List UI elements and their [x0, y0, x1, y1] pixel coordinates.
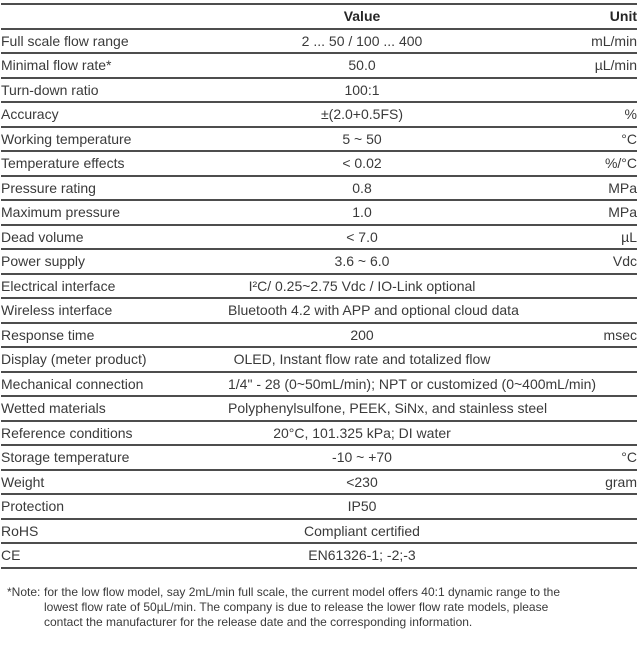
- spec-cell-param: Temperature effects: [1, 151, 228, 176]
- spec-cell-unit: °C: [496, 127, 637, 152]
- table-row: [1, 519, 637, 544]
- spec-cell-value: 1.0: [228, 200, 496, 225]
- spec-cell-value: ±(2.0+0.5FS): [228, 102, 496, 127]
- spec-cell-param: Turn-down ratio: [1, 78, 228, 103]
- spec-cell-param: Electrical interface: [1, 274, 228, 299]
- spec-cell-param: Protection: [1, 494, 228, 519]
- spec-cell-value: 20°C, 101.325 kPa; DI water: [228, 421, 496, 446]
- spec-cell-param: Response time: [1, 323, 228, 348]
- spec-cell-value: 1/4" - 28 (0~50mL/min); NPT or customized (0~400mL/min): [228, 372, 496, 397]
- table-row: [1, 543, 637, 568]
- table-row: [1, 200, 637, 225]
- spec-cell-unit: gram: [496, 470, 637, 495]
- spec-table: [1, 3, 637, 569]
- spec-cell-unit: [496, 347, 637, 372]
- header-value: Value: [228, 4, 496, 29]
- spec-cell-value: 200: [228, 323, 496, 348]
- table-row: [1, 151, 637, 176]
- spec-cell-value: <230: [228, 470, 496, 495]
- spec-cell-value: 50.0: [228, 53, 496, 78]
- spec-table-header: [1, 4, 637, 29]
- spec-cell-param: Minimal flow rate*: [1, 53, 228, 78]
- spec-cell-value: -10 ~ +70: [228, 445, 496, 470]
- spec-cell-unit: %: [496, 102, 637, 127]
- spec-cell-param: Working temperature: [1, 127, 228, 152]
- table-row: [1, 323, 637, 348]
- spec-cell-value: IP50: [228, 494, 496, 519]
- header-param: [1, 4, 228, 29]
- spec-cell-param: CE: [1, 543, 228, 568]
- footnote-line: contact the manufacturer for the release date and the corresponding information.: [44, 614, 473, 629]
- spec-cell-param: Storage temperature: [1, 445, 228, 470]
- spec-cell-param: Mechanical connection: [1, 372, 228, 397]
- spec-cell-value: 100:1: [228, 78, 496, 103]
- table-row: [1, 249, 637, 274]
- spec-cell-unit: Vdc: [496, 249, 637, 274]
- spec-cell-param: Weight: [1, 470, 228, 495]
- table-row: [1, 421, 637, 446]
- table-row: [1, 225, 637, 250]
- spec-cell-param: Power supply: [1, 249, 228, 274]
- table-row: [1, 102, 637, 127]
- spec-cell-unit: mL/min: [496, 29, 637, 54]
- spec-cell-param: Full scale flow range: [1, 29, 228, 54]
- spec-cell-value: 0.8: [228, 176, 496, 201]
- spec-cell-param: Maximum pressure: [1, 200, 228, 225]
- table-row: [1, 396, 637, 421]
- table-row: [1, 494, 637, 519]
- spec-cell-value: < 0.02: [228, 151, 496, 176]
- table-row: [1, 470, 637, 495]
- table-row: [1, 78, 637, 103]
- spec-cell-unit: msec: [496, 323, 637, 348]
- spec-cell-param: Wireless interface: [1, 298, 228, 323]
- spec-cell-param: Display (meter product): [1, 347, 228, 372]
- spec-cell-param: Reference conditions: [1, 421, 228, 446]
- spec-cell-unit: [496, 494, 637, 519]
- spec-cell-value: Polyphenylsulfone, PEEK, SiNx, and stainless steel: [228, 396, 496, 421]
- spec-cell-value: Bluetooth 4.2 with APP and optional cloud data: [228, 298, 496, 323]
- spec-cell-param: Accuracy: [1, 102, 228, 127]
- spec-cell-value: I²C/ 0.25~2.75 Vdc / IO-Link optional: [228, 274, 496, 299]
- spec-cell-unit: [496, 274, 637, 299]
- spec-cell-value: < 7.0: [228, 225, 496, 250]
- spec-cell-param: Pressure rating: [1, 176, 228, 201]
- spec-cell-unit: [496, 543, 637, 568]
- table-row: [1, 372, 637, 397]
- table-row: [1, 298, 637, 323]
- spec-cell-value: EN61326-1; -2;-3: [228, 543, 496, 568]
- spec-cell-unit: µL/min: [496, 53, 637, 78]
- spec-cell-unit: MPa: [496, 176, 637, 201]
- spec-cell-value: 5 ~ 50: [228, 127, 496, 152]
- table-row: [1, 176, 637, 201]
- footnote-line: for the low flow model, say 2mL/min full scale, the current model offers 40:1 dynamic range to the: [44, 584, 561, 599]
- spec-table-body: [1, 29, 637, 568]
- spec-cell-unit: [496, 421, 637, 446]
- header-unit: Unit: [496, 4, 637, 29]
- table-row: [1, 347, 637, 372]
- spec-cell-unit: [496, 519, 637, 544]
- spec-cell-value: 3.6 ~ 6.0: [228, 249, 496, 274]
- spec-cell-unit: °C: [496, 445, 637, 470]
- table-row: [1, 29, 637, 54]
- table-row: [1, 127, 637, 152]
- table-row: [1, 53, 637, 78]
- footnote-label: *Note:: [7, 584, 41, 599]
- spec-cell-param: Dead volume: [1, 225, 228, 250]
- spec-cell-unit: MPa: [496, 200, 637, 225]
- spec-cell-param: RoHS: [1, 519, 228, 544]
- spec-cell-value: OLED, Instant flow rate and totalized flow: [228, 347, 496, 372]
- table-row: [1, 445, 637, 470]
- table-row: [1, 274, 637, 299]
- footnote-line: lowest flow rate of 50µL/min. The company is due to release the lower flow rate models, please: [44, 599, 549, 614]
- spec-cell-unit: µL: [496, 225, 637, 250]
- spec-cell-param: Wetted materials: [1, 396, 228, 421]
- spec-cell-value: 2 ... 50 / 100 ... 400: [228, 29, 496, 54]
- spec-cell-unit: %/°C: [496, 151, 637, 176]
- spec-cell-value: Compliant certified: [228, 519, 496, 544]
- footnote: [7, 585, 633, 630]
- spec-cell-unit: [496, 78, 637, 103]
- header-row: [1, 4, 637, 29]
